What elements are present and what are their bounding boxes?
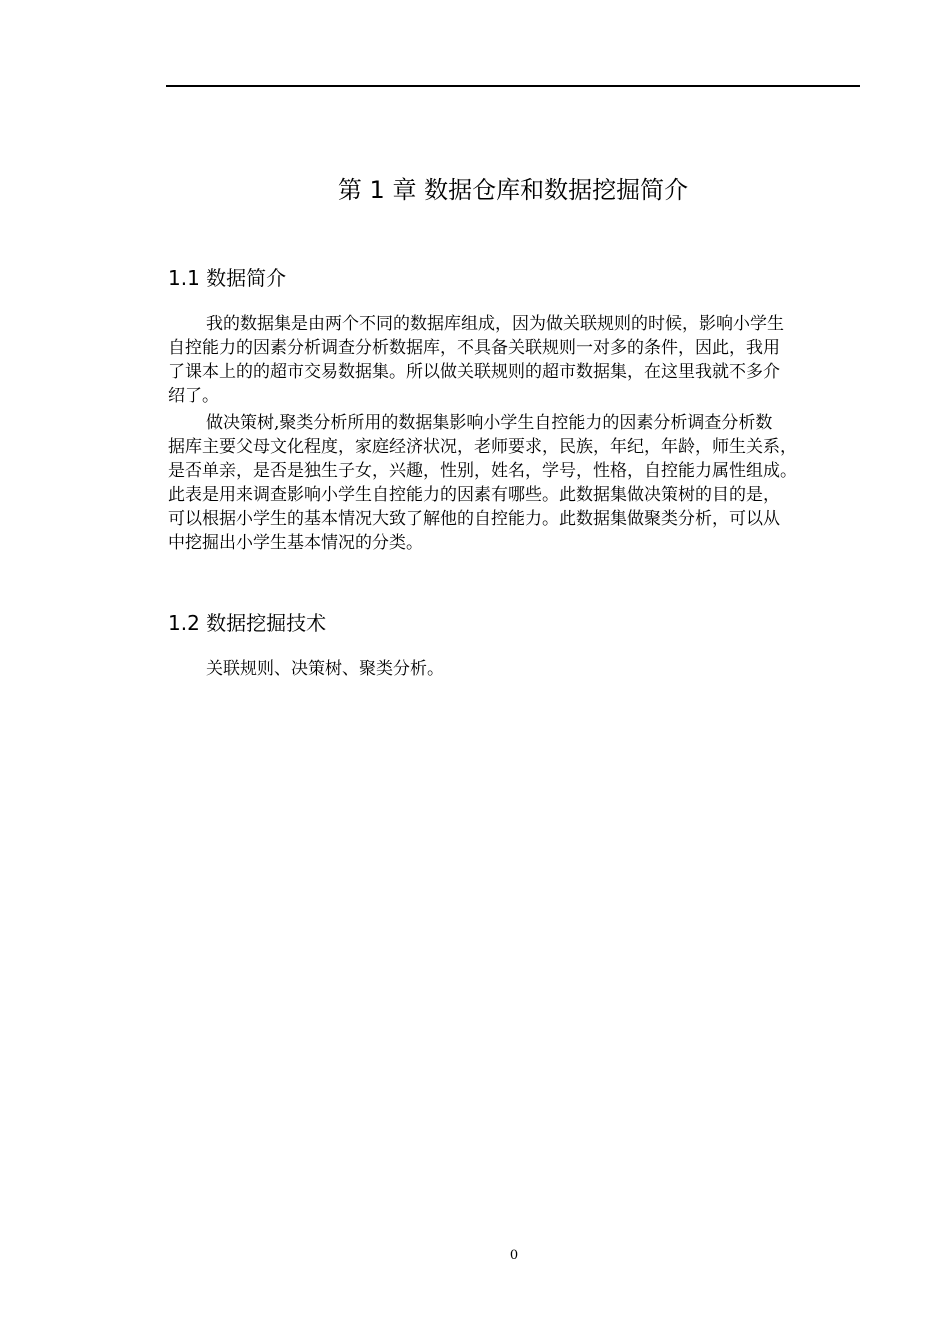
section-heading-1-1: 1.1 数据简介 bbox=[168, 266, 287, 290]
text-line: 可以根据小学生的基本情况大致了解他的自控能力。此数据集做聚类分析，可以从 bbox=[168, 509, 780, 529]
text-line: 自控能力的因素分析调查分析数据库，不具备关联规则一对多的条件，因此，我用 bbox=[168, 338, 780, 358]
text-line: 是否单亲，是否是独生子女，兴趣，性别，姓名，学号，性格，自控能力属性组成。 bbox=[168, 461, 797, 481]
text-line: 做决策树,聚类分析所用的数据集影响小学生自控能力的因素分析调查分析数 bbox=[206, 413, 773, 433]
paragraph bbox=[168, 411, 860, 555]
paragraph bbox=[168, 312, 860, 408]
text-line: 据库主要父母文化程度，家庭经济状况，老师要求，民族，年纪，年龄，师生关系， bbox=[168, 437, 797, 457]
text-line: 关联规则、决策树、聚类分析。 bbox=[206, 659, 444, 679]
text-line: 中挖掘出小学生基本情况的分类。 bbox=[168, 533, 423, 553]
page-number: 0 bbox=[509, 1248, 519, 1263]
section-heading-1-2: 1.2 数据挖掘技术 bbox=[168, 611, 327, 635]
chapter-title: 第 1 章 数据仓库和数据挖掘简介 bbox=[337, 176, 689, 204]
text-line: 此表是用来调查影响小学生自控能力的因素有哪些。此数据集做决策树的目的是， bbox=[168, 485, 780, 505]
text-line: 绍了。 bbox=[168, 386, 219, 406]
text-line: 我的数据集是由两个不同的数据库组成，因为做关联规则的时候，影响小学生 bbox=[206, 314, 784, 334]
paragraph bbox=[168, 657, 860, 681]
text-line: 了课本上的的超市交易数据集。所以做关联规则的超市数据集，在这里我就不多介 bbox=[168, 362, 780, 382]
header-rule bbox=[166, 85, 860, 87]
